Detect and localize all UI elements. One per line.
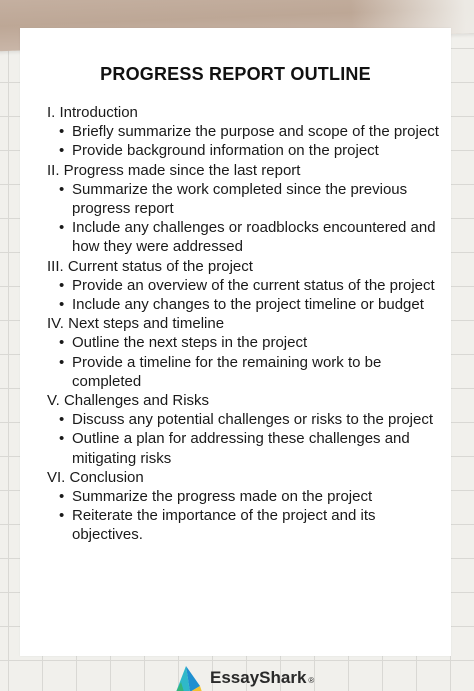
document-sheet: [20, 28, 451, 656]
bullet-text: Reiterate the importance of the project and its objectives.: [72, 507, 376, 544]
outline-section: [47, 468, 447, 545]
bullet-text: Outline a plan for addressing these challenges and mitigating risks: [72, 430, 410, 467]
bullet-text: Provide background information on the project: [72, 142, 379, 160]
section-heading: III. Current status of the project: [47, 257, 253, 275]
bullet-dot-icon: •: [59, 180, 65, 198]
bullet-item: [47, 333, 447, 352]
bullet-list: [47, 487, 447, 545]
logo-text: EssayShark: [210, 668, 307, 687]
bullet-item: [47, 353, 447, 391]
essayshark-logo: [174, 662, 314, 691]
bullet-dot-icon: •: [59, 123, 65, 141]
bullet-dot-icon: •: [59, 411, 65, 429]
registered-mark: ®: [308, 676, 315, 685]
bullet-list: [47, 410, 447, 468]
bullet-item: [47, 506, 447, 544]
bullet-dot-icon: •: [59, 353, 65, 371]
bullet-dot-icon: •: [59, 430, 65, 448]
shark-fin-icon: [174, 662, 202, 691]
bullet-list: [47, 122, 447, 160]
bullet-dot-icon: •: [59, 296, 65, 314]
section-heading: VI. Conclusion: [47, 468, 144, 486]
outline-section: [47, 257, 447, 315]
section-heading: IV. Next steps and timeline: [47, 315, 225, 333]
bullet-list: [47, 276, 447, 314]
bullet-text: Summarize the progress made on the project: [72, 488, 373, 506]
outline-section: [47, 161, 447, 257]
bullet-text: Summarize the work completed since the previous progress report: [72, 180, 408, 218]
bullet-dot-icon: •: [59, 507, 65, 525]
section-heading: II. Progress made since the last report: [47, 161, 301, 179]
section-heading: V. Challenges and Risks: [47, 392, 210, 410]
bullet-text: Provide an overview of the current status of the project: [72, 276, 435, 294]
bullet-item: [47, 276, 447, 295]
bullet-item: [47, 141, 447, 160]
bullet-dot-icon: •: [59, 219, 65, 237]
bullet-dot-icon: •: [59, 334, 65, 352]
bullet-list: [47, 180, 447, 257]
outline-section: [47, 391, 447, 468]
bullet-text: Provide a timeline for the remaining work to be completed: [72, 353, 382, 390]
outline-section: [47, 314, 447, 391]
bullet-item: [47, 410, 447, 429]
document-title: PROGRESS REPORT OUTLINE: [100, 64, 371, 84]
section-heading: I. Introduction: [47, 104, 138, 121]
bullet-text: Briefly summarize the purpose and scope of the project: [72, 123, 439, 141]
bullet-text: Include any changes to the project timeline or budget: [72, 296, 424, 314]
outline-list: [47, 103, 447, 545]
bullet-item: [47, 295, 447, 314]
bullet-item: [47, 218, 447, 256]
bullet-text: Outline the next steps in the project: [72, 334, 308, 352]
bullet-dot-icon: •: [59, 276, 65, 294]
bullet-text: Include any challenges or roadblocks encountered and how they were addressed: [72, 219, 436, 256]
bullet-item: [47, 429, 447, 467]
bullet-dot-icon: •: [59, 142, 65, 160]
bullet-item: [47, 487, 447, 506]
outline-section: [47, 103, 447, 161]
bullet-text: Discuss any potential challenges or risks to the project: [72, 411, 434, 429]
bullet-item: [47, 180, 447, 218]
bullet-dot-icon: •: [59, 488, 65, 506]
bullet-list: [47, 333, 447, 391]
bullet-item: [47, 122, 447, 141]
